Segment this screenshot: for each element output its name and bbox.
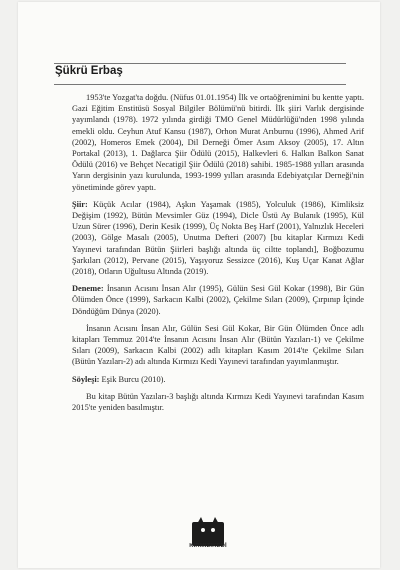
poetry-label: Şiir: [72, 199, 88, 209]
interview-section [72, 374, 364, 385]
essay-note: İnsanın Acısını İnsan Alır, Gülün Sesi Gül Kokar, Bir Gün Ölümden Önce adlı kitapları Temmuz 2014'te İnsanın Acısını İnsan Alır (Bütün Yazıları-1) ve Çekilme Sıları (2009), Sarkacın Kalbi (2002) adlı kitapları Kasım 2014'te Çekilme Sıları (Bütün Yazıları-2) adı altında Kırmızı Kedi Yayınevi tarafından yayımlanmıştır. [72, 323, 364, 367]
biography-text-block [72, 92, 364, 419]
essay-label: Deneme: [72, 284, 104, 294]
essay-section [72, 283, 364, 317]
top-divider [54, 63, 346, 64]
book-page [18, 2, 380, 568]
poetry-section [72, 199, 364, 277]
publisher-logo-text: KIRMIZIKEDİ [189, 543, 227, 549]
essay-list: İnsanın Acısını İnsan Alır (1995), Gülün Sesi Gül Kokar (1998), Bir Gün Ölümden Önce (1999), Sarkacın Kalbi (2002), Çekilme Sıları (2009), Çırpınıp İçinde Döndüğüm Dünya (2020). [72, 284, 365, 316]
title-divider [54, 84, 346, 85]
author-name: Şükrü Erbaş [55, 65, 123, 77]
interview-label: Söyleşi: [72, 374, 100, 384]
poetry-list: Küçük Acılar (1984), Aşkın Yaşamak (1985), Yolculuk (1986), Kimliksiz Değişim (1992), Bütün Mevsimler Güz (1994), Dicle Üstü Ay Bulanık (1995), Kül Uzun Sürer (1996), Derin Kesik (1999), Üç Nokta Beş Harf (2001), Yalnızlık Heceleri (2003), Gölge Masalı (2005), Unutma Defteri (2007) [bu kitaplar Kırmızı Kedi Yayınevi tarafından Bütün Şiirleri başlığı altında üç ciltte toplandı], Boğbozumu Şarkıları (2012), Pervane (2015), Yaşıyoruz Sessizce (2016), Kuş Uçar Kanat Ağlar (2018), Otların Uğultusu Altında (2019). [72, 199, 364, 277]
biography-paragraph: 1953'te Yozgat'ta doğdu. (Nüfus 01.01.1954) İlk ve ortaöğrenimini bu kentte yaptı. Gazi Eğitim Enstitüsü Sosyal Bilgiler Bölümü'nü bitirdi. İlk şiiri Varlık dergisinde yayımlandı (1978). 1972 yılında girdiği TMO Genel Müdürlüğü'nden 1998 yılında emekli oldu. Ceyhun Atuf Kansu (1987), Orhon Murat Arıburnu (1996), Ahmed Arif (2002), Homeros Emek (2004), Dil Derneği Ömer Asım Aksoy (2005), 17. Altın Portakal (2013), 1. Dağlarca Şiir Ödülü (2015), Halkevleri 6. Halkın Balkon Sanat Ödülü (2016) ve Behçet Necatigil Şiir Ödülü (2018) sahibi. 1985-1988 yılları arasında Yarın dergisinin yazı kurulunda, 1993-1999 yılları arasında Edebiyatçılar Derneği'nin yönetiminde görev yaptı. [72, 93, 364, 192]
interview-note: Bu kitap Bütün Yazıları-3 başlığı altında Kırmızı Kedi Yayınevi tarafından Kasım 2015'te yeniden basılmıştır. [72, 391, 364, 413]
interview-list: Eşik Burcu (2010). [101, 374, 166, 384]
